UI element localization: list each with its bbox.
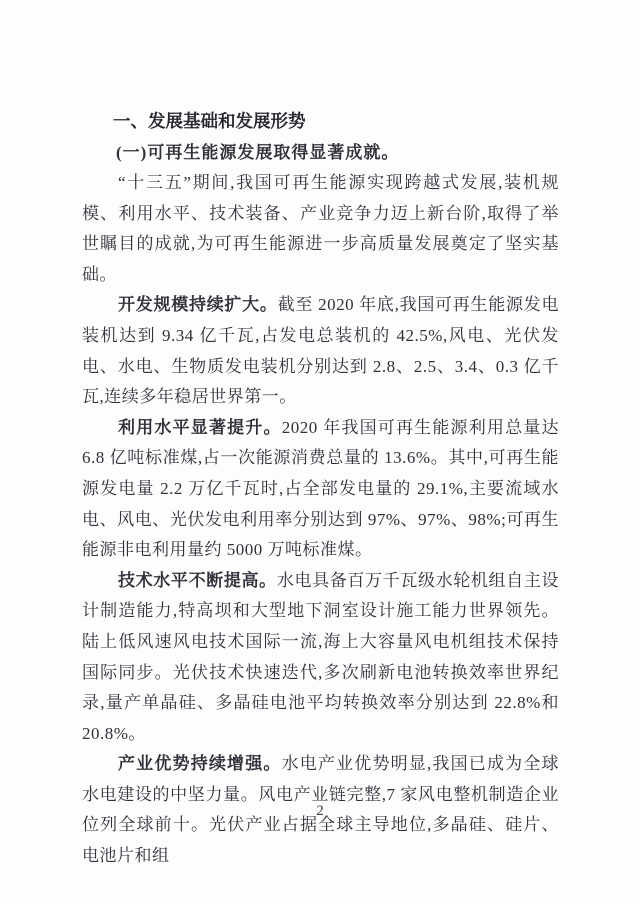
paragraph-lead: 利用水平显著提升。 <box>118 417 282 437</box>
paragraph-development-scale <box>82 290 559 412</box>
subsection-heading: (一)可再生能源发展取得显著成就。 <box>116 143 400 162</box>
paragraph-text: 水电产业优势明显,我国已成为全球水电建设的中坚力量。风电产业链完整,7 家风电整机制造企业位列全球前十。光伏产业占据全球主导地位,多晶硅、硅片、电池片和组 <box>82 754 559 866</box>
paragraph-text: 水电具备百万千瓦级水轮机组自主设计制造能力,特高坝和大型地下洞室设计施工能力世界领先。陆上低风速风电技术国际一流,海上大容量风电机组技术保持国际同步。光伏技术快速迭代,多次刷新电池转换效率世界纪录,量产单晶硅、多晶硅电池平均转换效率分别达到 22.8%和 20.8%。 <box>82 570 559 743</box>
paragraph-intro <box>82 168 559 290</box>
page-content <box>82 106 559 872</box>
page-number: 2 <box>316 803 324 819</box>
paragraph-text: 2020 年我国可再生能源利用总量达 6.8 亿吨标准煤,占一次能源消费总量的 13.6%。其中,可再生能源发电量 2.2 万亿千瓦时,占全部发电量的 29.1%,主要流域水电、风电、光伏发电利用率分别达到 97%、97%、98%;可再生能源非电利用量约 5000 万吨标准煤。 <box>82 417 560 560</box>
paragraph-lead: 开发规模持续扩大。 <box>118 295 278 315</box>
section-heading: 一、发展基础和发展形势 <box>113 111 306 131</box>
paragraph-text: 截至 2020 年底,我国可再生能源发电装机达到 9.34 亿千瓦,占发电总装机的 42.5%,风电、光伏发电、水电、生物质发电装机分别达到 2.8、2.5、3.4、0.3 亿千瓦,连续多年稳居世界第一。 <box>82 295 559 407</box>
paragraph-technology-level <box>82 566 559 750</box>
paragraph-lead: 产业优势持续增强。 <box>118 754 282 774</box>
paragraph-lead: 技术水平不断提高。 <box>118 570 277 590</box>
paragraph-text: “十三五”期间,我国可再生能源实现跨越式发展,装机规模、利用水平、技术装备、产业竞争力迈上新台阶,取得了举世瞩目的成就,为可再生能源进一步高质量发展奠定了坚实基础。 <box>82 173 559 284</box>
paragraph-utilization-level <box>82 413 559 566</box>
